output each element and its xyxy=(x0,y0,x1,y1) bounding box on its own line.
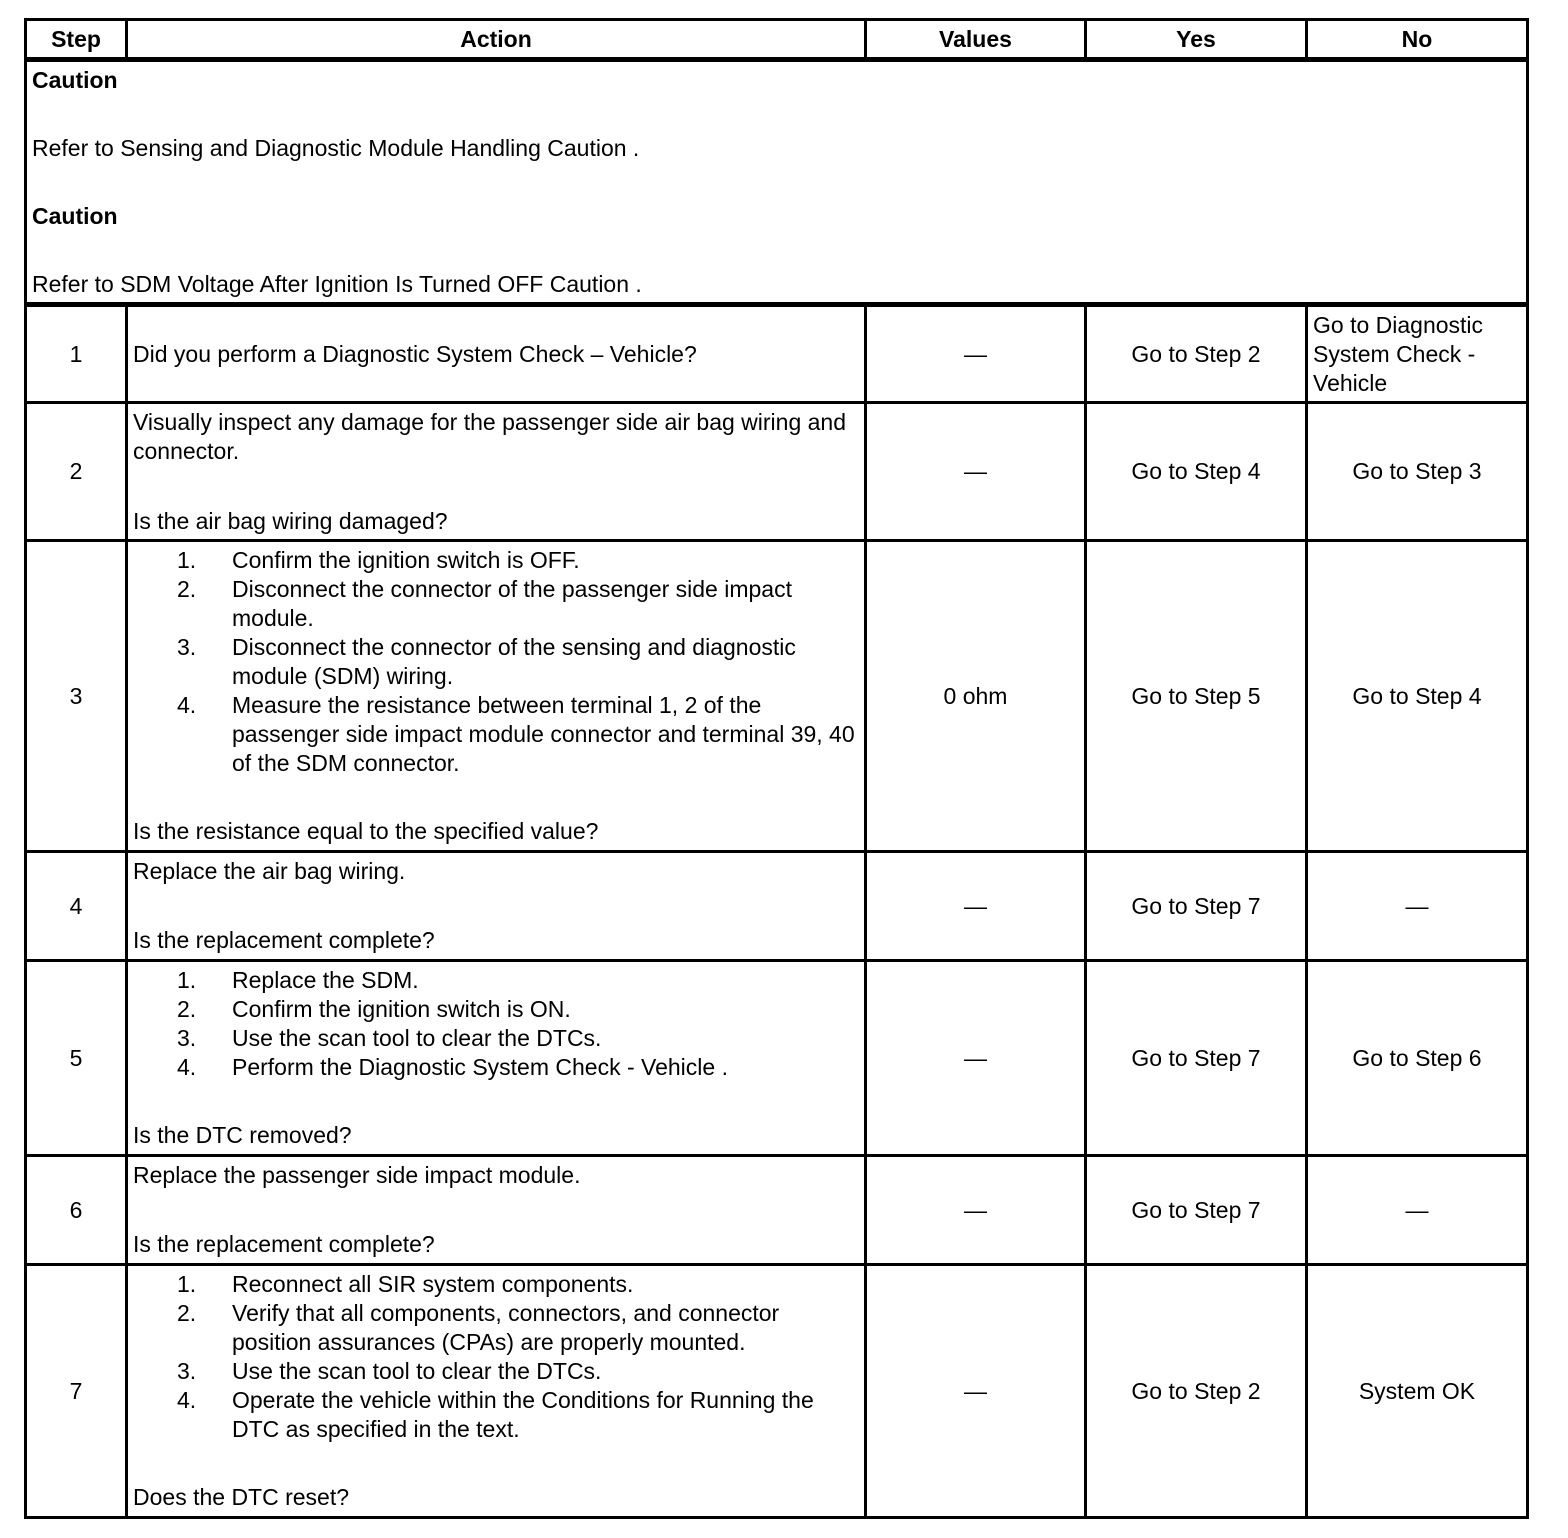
header-no: No xyxy=(1307,20,1528,60)
yes-cell: Go to Step 2 xyxy=(1086,1265,1307,1518)
action-intro: Replace the air bag wiring. xyxy=(133,858,406,884)
header-step: Step xyxy=(26,20,127,60)
action-question: Did you perform a Diagnostic System Check – Vehicle? xyxy=(133,340,697,367)
header-yes: Yes xyxy=(1086,20,1307,60)
action-question: Does the DTC reset? xyxy=(133,1484,350,1510)
action-steps-list xyxy=(133,546,859,778)
action-intro: Visually inspect any damage for the passenger side air bag wiring and connector. xyxy=(133,408,846,464)
no-cell: Go to Step 4 xyxy=(1307,541,1528,852)
caution-block xyxy=(26,60,1528,305)
list-item: 3. Use the scan tool to clear the DTCs. xyxy=(177,1358,602,1384)
no-cell: Go to Diagnostic System Check - Vehicle xyxy=(1307,305,1528,403)
table-row xyxy=(26,1265,1528,1518)
caution-row xyxy=(26,60,1528,305)
list-item: 1. Replace the SDM. xyxy=(177,967,419,993)
yes-cell: Go to Step 7 xyxy=(1086,852,1307,961)
values-cell: — xyxy=(866,403,1086,541)
step-number: 7 xyxy=(26,1265,127,1518)
caution-title: Caution xyxy=(32,202,118,229)
yes-cell: Go to Step 2 xyxy=(1086,305,1307,403)
list-item: 4. Perform the Diagnostic System Check - Vehicle . xyxy=(177,1054,728,1080)
diagnostic-table xyxy=(24,18,1529,1519)
values-cell: — xyxy=(866,1265,1086,1518)
yes-cell: Go to Step 7 xyxy=(1086,1156,1307,1265)
list-item: 2. Confirm the ignition switch is ON. xyxy=(177,996,571,1022)
action-steps-list xyxy=(133,966,859,1082)
values-cell: 0 ohm xyxy=(866,541,1086,852)
caution-text: Refer to SDM Voltage After Ignition Is Turned OFF Caution . xyxy=(32,270,642,297)
action-cell xyxy=(127,541,866,852)
no-cell: — xyxy=(1307,852,1528,961)
header-row xyxy=(26,20,1528,60)
action-question: Is the resistance equal to the specified value? xyxy=(133,818,599,844)
action-question: Is the replacement complete? xyxy=(133,1231,435,1257)
list-item: 1. Confirm the ignition switch is OFF. xyxy=(177,547,580,573)
table-row xyxy=(26,852,1528,961)
list-item: 4. Measure the resistance between terminal 1, 2 of the passenger side impact module connector and terminal 39, 40 of the SDM connector. xyxy=(177,692,855,776)
action-cell xyxy=(127,1265,866,1518)
values-cell: — xyxy=(866,1156,1086,1265)
step-number: 2 xyxy=(26,403,127,541)
list-item: 2. Disconnect the connector of the passenger side impact module. xyxy=(177,576,792,631)
step-number: 3 xyxy=(26,541,127,852)
action-question: Is the air bag wiring damaged? xyxy=(133,507,448,534)
action-cell xyxy=(127,1156,866,1265)
step-number: 5 xyxy=(26,961,127,1156)
diagnostic-table-container xyxy=(24,18,1529,1519)
table-row xyxy=(26,541,1528,852)
step-number: 6 xyxy=(26,1156,127,1265)
list-item: 3. Use the scan tool to clear the DTCs. xyxy=(177,1025,602,1051)
caution-title: Caution xyxy=(32,66,118,93)
caution-text: Refer to Sensing and Diagnostic Module Handling Caution . xyxy=(32,134,640,161)
action-cell xyxy=(127,852,866,961)
action-question: Is the DTC removed? xyxy=(133,1122,352,1148)
action-intro: Replace the passenger side impact module. xyxy=(133,1162,581,1188)
yes-cell: Go to Step 4 xyxy=(1086,403,1307,541)
values-cell: — xyxy=(866,961,1086,1156)
table-row xyxy=(26,305,1528,403)
yes-cell: Go to Step 5 xyxy=(1086,541,1307,852)
table-row xyxy=(26,961,1528,1156)
list-item: 3. Disconnect the connector of the sensing and diagnostic module (SDM) wiring. xyxy=(177,634,796,689)
action-cell xyxy=(127,403,866,541)
action-cell xyxy=(127,305,866,403)
no-cell: Go to Step 6 xyxy=(1307,961,1528,1156)
no-cell: System OK xyxy=(1307,1265,1528,1518)
table-row xyxy=(26,403,1528,541)
list-item: 4. Operate the vehicle within the Conditions for Running the DTC as specified in the text. xyxy=(177,1387,814,1442)
list-item: 2. Verify that all components, connectors, and connector position assurances (CPAs) are properly mounted. xyxy=(177,1300,780,1355)
no-cell: — xyxy=(1307,1156,1528,1265)
header-action: Action xyxy=(127,20,866,60)
action-question: Is the replacement complete? xyxy=(133,927,435,953)
no-cell: Go to Step 3 xyxy=(1307,403,1528,541)
list-item: 1. Reconnect all SIR system components. xyxy=(177,1271,634,1297)
values-cell: — xyxy=(866,852,1086,961)
yes-cell: Go to Step 7 xyxy=(1086,961,1307,1156)
step-number: 1 xyxy=(26,305,127,403)
step-number: 4 xyxy=(26,852,127,961)
values-cell: — xyxy=(866,305,1086,403)
action-steps-list xyxy=(133,1270,859,1444)
action-cell xyxy=(127,961,866,1156)
table-row xyxy=(26,1156,1528,1265)
header-values: Values xyxy=(866,20,1086,60)
